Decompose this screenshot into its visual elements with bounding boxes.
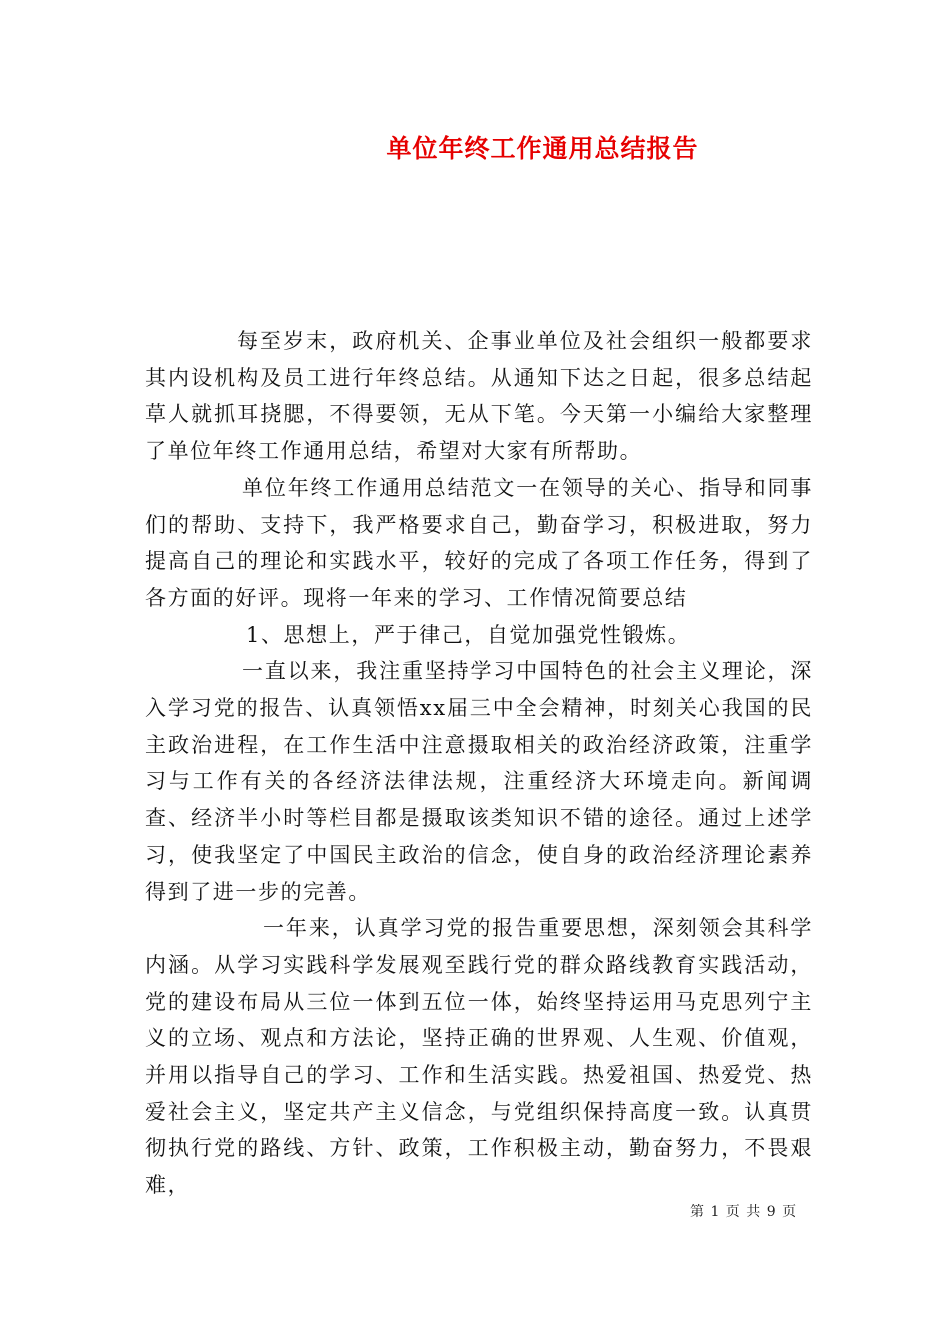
paragraph-party-study: 一年来，认真学习党的报告重要思想，深刻领会其科学内涵。从学习实践科学发展观至践行党的群众路线教育实践活动，党的建设布局从三位一体到五位一体，始终坚持运用马克思列宁主义的立场、观点和方法论，坚持正确的世界观、人生观、价值观，并用以指导自己的学习、工作和生活实践。热爱祖国、热爱党、热爱社会主义，坚定共产主义信念，与党组织保持高度一致。认真贯彻执行党的路线、方针、政策，工作积极主动，勤奋努力，不畏艰难， [145,916,813,1198]
document-body [145,323,813,1204]
paragraph-heading-1: 1、思想上，严于律己，自觉加强党性锻炼。 [246,622,691,647]
paragraph-summary-intro: 单位年终工作通用总结范文一在领导的关心、指导和同事们的帮助、支持下，我严格要求自己，勤奋学习，积极进取，努力提高自己的理论和实践水平，较好的完成了各项工作任务，得到了各方面的好评。现将一年来的学习、工作情况简要总结 [145,475,813,610]
paragraph-study: 一直以来，我注重坚持学习中国特色的社会主义理论，深入学习党的报告、认真领悟xx届三中全会精神，时刻关心我国的民主政治进程，在工作生活中注意摄取相关的政治经济政策，注重学习与工作有关的各经济法律法规，注重经济大环境走向。新闻调查、经济半小时等栏目都是摄取该类知识不错的途径。通过上述学习，使我坚定了中国民主政治的信念，使自身的政治经济理论素养得到了进一步的完善。 [145,659,813,904]
page-title: 单位年终工作通用总结报告 [386,134,699,163]
paragraph-intro: 每至岁末，政府机关、企事业单位及社会组织一般都要求其内设机构及员工进行年终总结。从通知下达之日起，很多总结起草人就抓耳挠腮，不得要领，无从下笔。今天第一小编给大家整理了单位年终工作通用总结，希望对大家有所帮助。 [145,329,813,464]
page-number-footer: 第 1 页 共 9 页 [690,1204,798,1220]
